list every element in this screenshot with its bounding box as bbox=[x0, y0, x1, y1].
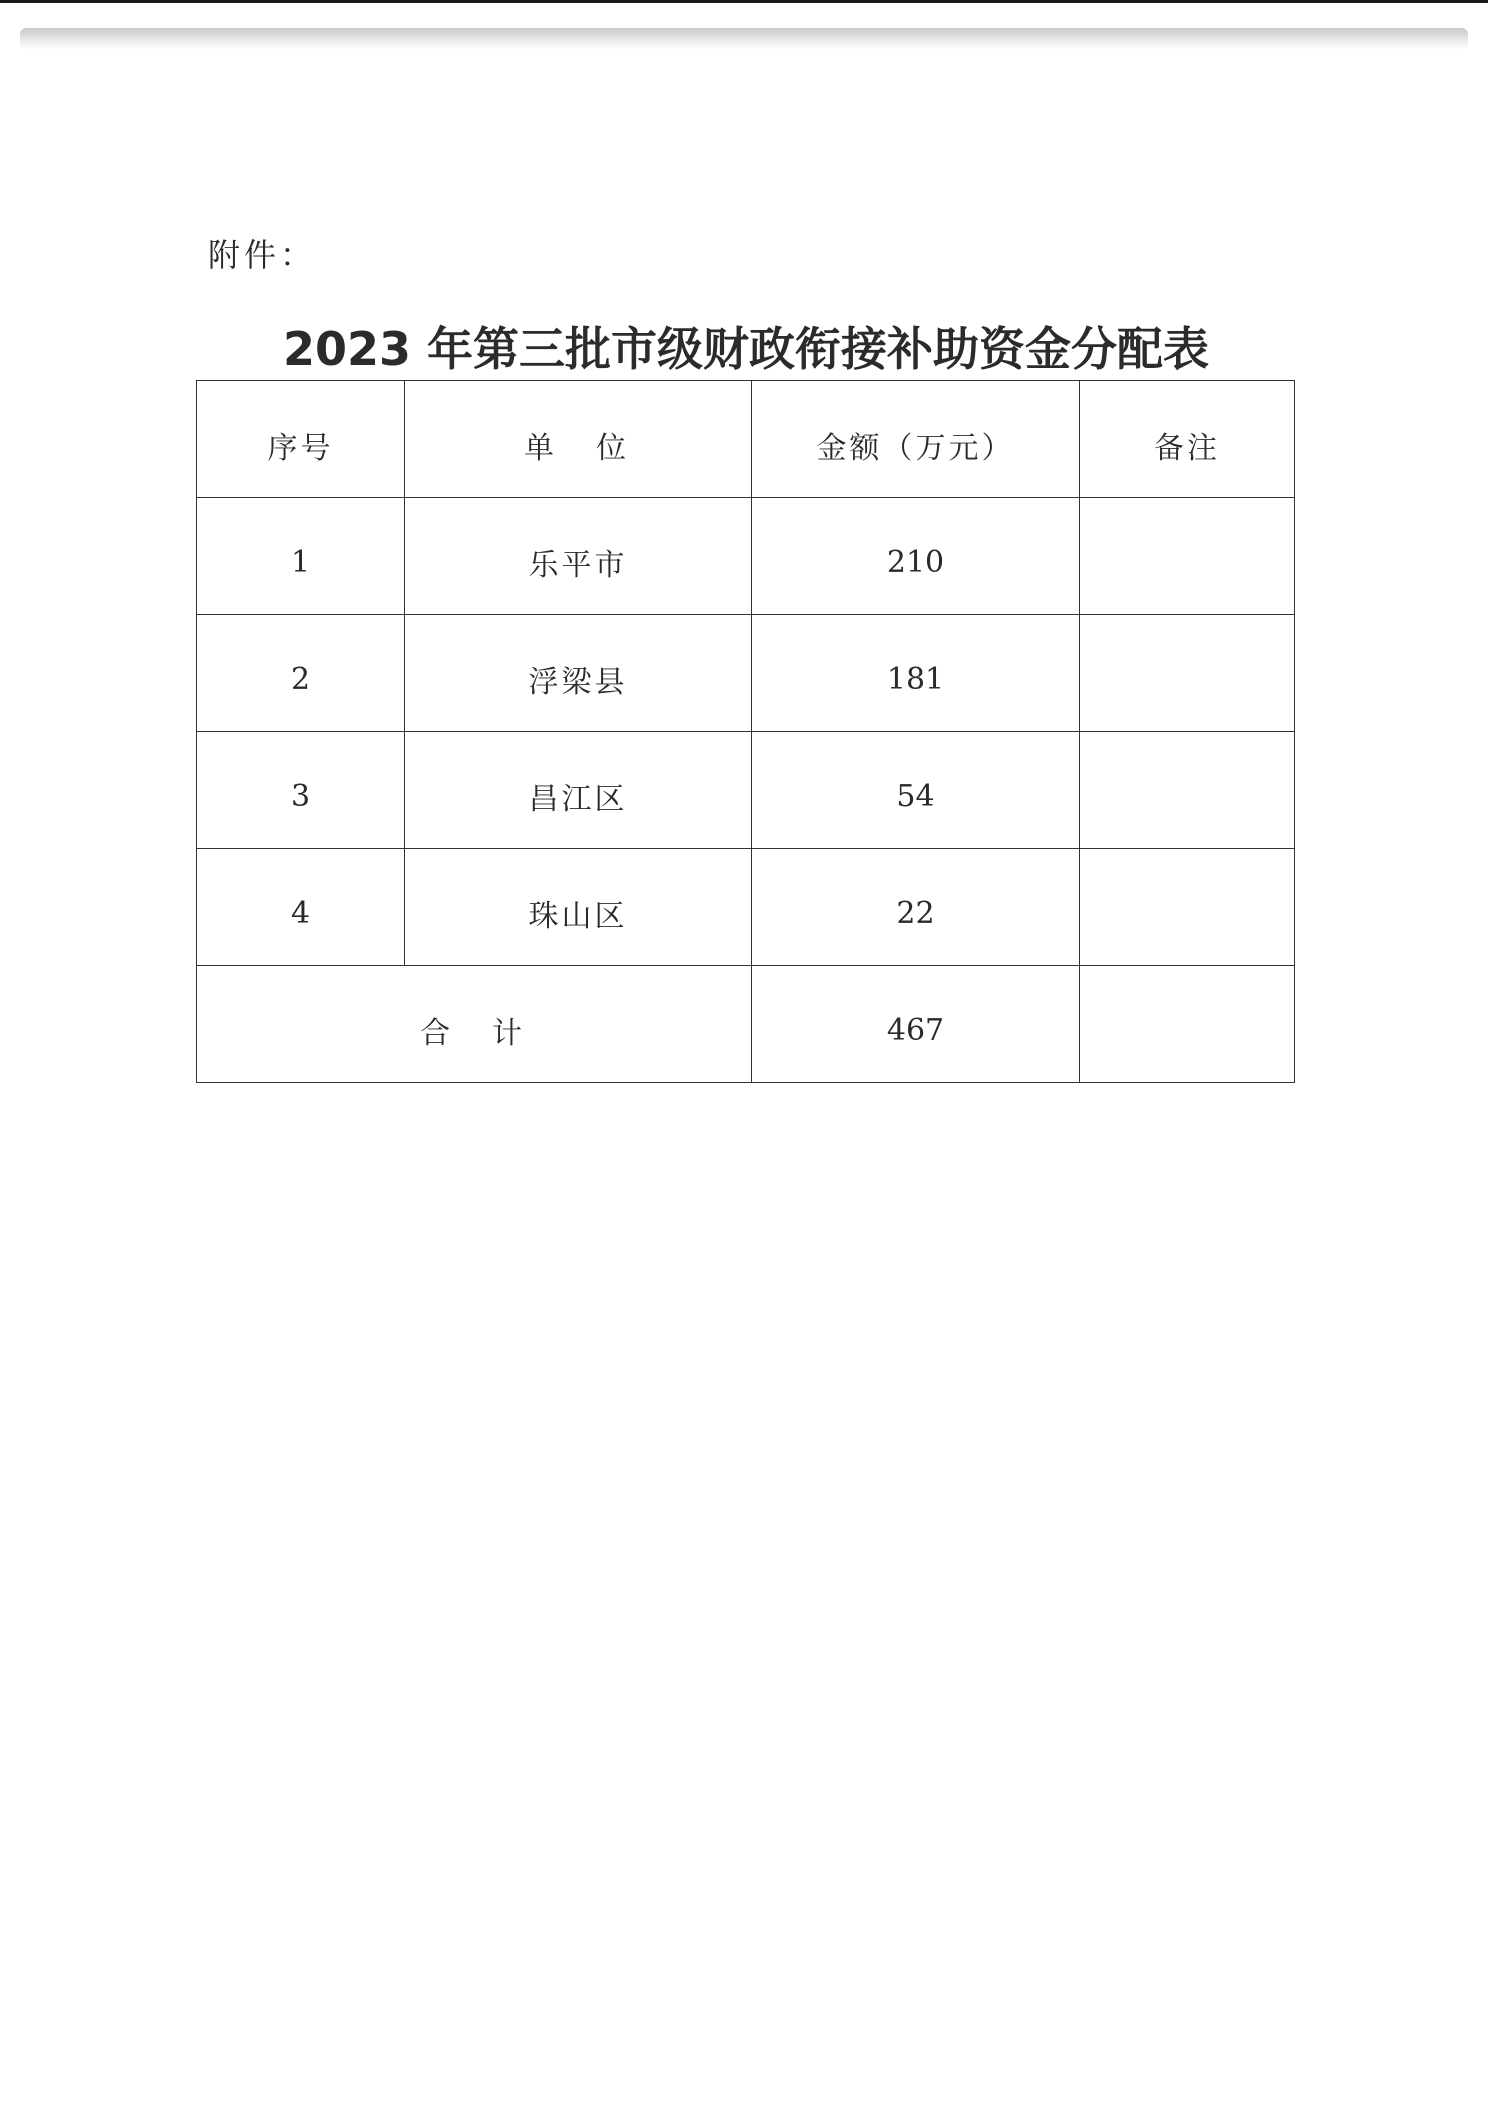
allocation-table bbox=[196, 380, 1295, 1083]
cell-note bbox=[1080, 849, 1295, 966]
cell-unit: 珠山区 bbox=[405, 849, 752, 966]
header-amount: 金额（万元） bbox=[752, 381, 1080, 498]
total-label: 合 计 bbox=[197, 966, 752, 1083]
cell-amount: 181 bbox=[752, 615, 1080, 732]
total-amount: 467 bbox=[752, 966, 1080, 1083]
cell-amount: 22 bbox=[752, 849, 1080, 966]
total-note bbox=[1080, 966, 1295, 1083]
cell-note bbox=[1080, 615, 1295, 732]
cell-amount: 54 bbox=[752, 732, 1080, 849]
cell-note bbox=[1080, 498, 1295, 615]
header-note: 备注 bbox=[1080, 381, 1295, 498]
cell-unit: 浮梁县 bbox=[405, 615, 752, 732]
cell-note bbox=[1080, 732, 1295, 849]
cell-seq: 1 bbox=[197, 498, 405, 615]
table-row bbox=[197, 498, 1295, 615]
cell-seq: 2 bbox=[197, 615, 405, 732]
table-row bbox=[197, 732, 1295, 849]
cell-unit: 昌江区 bbox=[405, 732, 752, 849]
table-header-row bbox=[197, 381, 1295, 498]
attachment-label: 附件： bbox=[208, 236, 317, 274]
table-row bbox=[197, 849, 1295, 966]
document-title: 2023 年第三批市级财政衔接补助资金分配表 bbox=[282, 322, 1210, 376]
total-row bbox=[197, 966, 1295, 1083]
table-row bbox=[197, 615, 1295, 732]
scan-shadow bbox=[20, 28, 1468, 50]
cell-seq: 3 bbox=[197, 732, 405, 849]
scan-edge bbox=[0, 0, 1488, 3]
cell-unit: 乐平市 bbox=[405, 498, 752, 615]
cell-seq: 4 bbox=[197, 849, 405, 966]
header-unit: 单 位 bbox=[405, 381, 752, 498]
header-seq: 序号 bbox=[197, 381, 405, 498]
cell-amount: 210 bbox=[752, 498, 1080, 615]
